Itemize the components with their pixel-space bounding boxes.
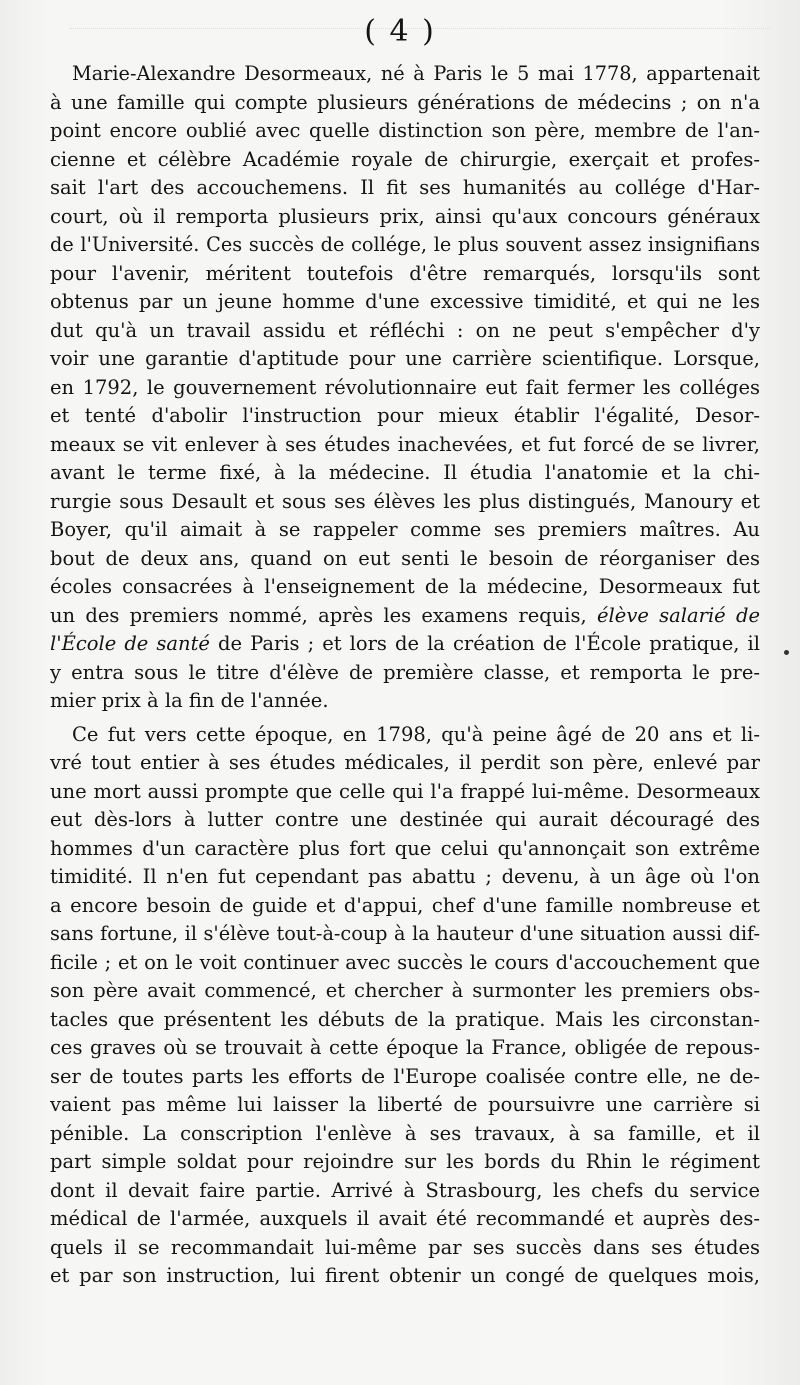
text-line: hommes d'un caractère plus fort que celui qu'annonçait son extrême [50, 836, 760, 860]
text-line: écoles consacrées à l'enseignement de la médecine, Desormeaux fut [50, 575, 760, 598]
body-text [50, 60, 760, 1291]
text-line: voir une garantie d'aptitude pour une carrière scientifique. Lorsque, [50, 347, 760, 370]
text-line: une mort aussi prompte que celle qui l'a frappé lui-même. Desormeaux [50, 779, 760, 803]
text-line: bout de deux ans, quand on eut senti le besoin de réorganiser des [50, 546, 760, 570]
text-line: timidité. Il n'en fut cependant pas abattu ; devenu, à un âge où l'on [50, 865, 760, 888]
text-line: pour l'avenir, méritent toutefois d'être remarqués, lorsqu'ils sont [50, 261, 760, 285]
text-line: dut qu'à un travail assidu et réfléchi : on ne peut s'empêcher d'y [50, 318, 760, 342]
text-line: Ce fut vers cette époque, en 1798, qu'à peine âgé de 20 ans et li- [72, 722, 760, 746]
text-line: Marie-Alexandre Desormeaux, né à Paris le 5 mai 1778, appartenait [72, 62, 760, 85]
text-line: son père avait commencé, et chercher à surmonter les premiers obs- [50, 979, 760, 1002]
text-line: mier prix à la fin de l'année. [50, 689, 329, 712]
text-line: ces graves où se trouvait à cette époque la France, obligée de repous- [50, 1036, 760, 1059]
text-fragment: un des premiers nommé, après les examens requis, [50, 603, 587, 627]
text-line: sans fortune, il s'élève tout-à-coup à la hauteur d'une situation aussi dif- [50, 922, 760, 945]
paragraph-1 [50, 60, 760, 716]
paragraph-2 [50, 721, 760, 1291]
margin-ink-spot [784, 650, 789, 655]
text-line: rurgie sous Desault et sous ses élèves les plus distingués, Manoury et [50, 489, 760, 513]
text-line: en 1792, le gouvernement révolutionnaire eut fait fermer les colléges [50, 375, 760, 399]
text-line: court, où il remporta plusieurs prix, ainsi qu'aux concours généraux [50, 204, 760, 228]
text-line: ser de toutes parts les efforts de l'Europe coalisée contre elle, ne de- [50, 1064, 760, 1088]
page-number: ( 4 ) [364, 14, 436, 49]
text-line: obtenus par un jeune homme d'une excessive timidité, et qui ne les [50, 290, 760, 313]
text-line: y entra sous le titre d'élève de première classe, et remporta le pre- [50, 660, 760, 684]
text-line: pénible. La conscription l'enlève à ses travaux, à sa famille, et il [50, 1121, 760, 1145]
text-line: avant le terme fixé, à la médecine. Il étudia l'anatomie et la chi- [50, 461, 760, 484]
text-line-with-italic [50, 602, 760, 631]
text-line-with-italic [50, 630, 760, 659]
text-line: eut dès-lors à lutter contre une destinée qui aurait découragé des [50, 808, 760, 831]
text-line: médical de l'armée, auxquels il avait été recommandé et auprès des- [50, 1207, 760, 1230]
text-line: ficile ; et on le voit continuer avec succès le cours d'accouchement que [50, 950, 760, 974]
text-line: et par son instruction, lui firent obtenir un congé de quelques mois, [50, 1264, 760, 1287]
text-fragment: de Paris ; et lors de la création de l'École pratique, il [218, 632, 761, 655]
text-line: dont il devait faire partie. Arrivé à Strasbourg, les chefs du service [50, 1178, 760, 1202]
text-line: de l'Université. Ces succès de collége, le plus souvent assez insignifians [50, 233, 760, 256]
text-line: part simple soldat pour rejoindre sur les bords du Rhin le régiment [50, 1150, 760, 1173]
italic-phrase-part-1: élève salarié de [597, 603, 760, 627]
text-line: vaient pas même lui laisser la liberté de poursuivre une carrière si [50, 1093, 760, 1116]
text-line: meaux se vit enlever à ses études inachevées, et fut forcé de se livrer, [50, 432, 760, 456]
text-line: et tenté d'abolir l'instruction pour mieux établir l'égalité, Desor- [50, 404, 760, 427]
italic-phrase-part-2: l'École de santé [50, 632, 210, 655]
text-line: Boyer, qu'il aimait à se rappeler comme ses premiers maîtres. Au [50, 518, 760, 541]
text-line: vré tout entier à ses études médicales, il perdit son père, enlevé par [50, 751, 760, 774]
text-line: à une famille qui compte plusieurs générations de médecins ; on n'a [50, 90, 760, 114]
text-line: cienne et célèbre Académie royale de chirurgie, exerçait et profes- [50, 147, 760, 171]
text-line: tacles que présentent les débuts de la pratique. Mais les circonstan- [50, 1007, 760, 1031]
text-line: point encore oublié avec quelle distinction son père, membre de l'an- [50, 119, 760, 142]
text-line: quels il se recommandait lui-même par ses succès dans ses études [50, 1235, 760, 1259]
text-line: sait l'art des accouchemens. Il fit ses humanités au collége d'Har- [50, 176, 760, 199]
text-line: a encore besoin de guide et d'appui, chef d'une famille nombreuse et [50, 893, 760, 917]
